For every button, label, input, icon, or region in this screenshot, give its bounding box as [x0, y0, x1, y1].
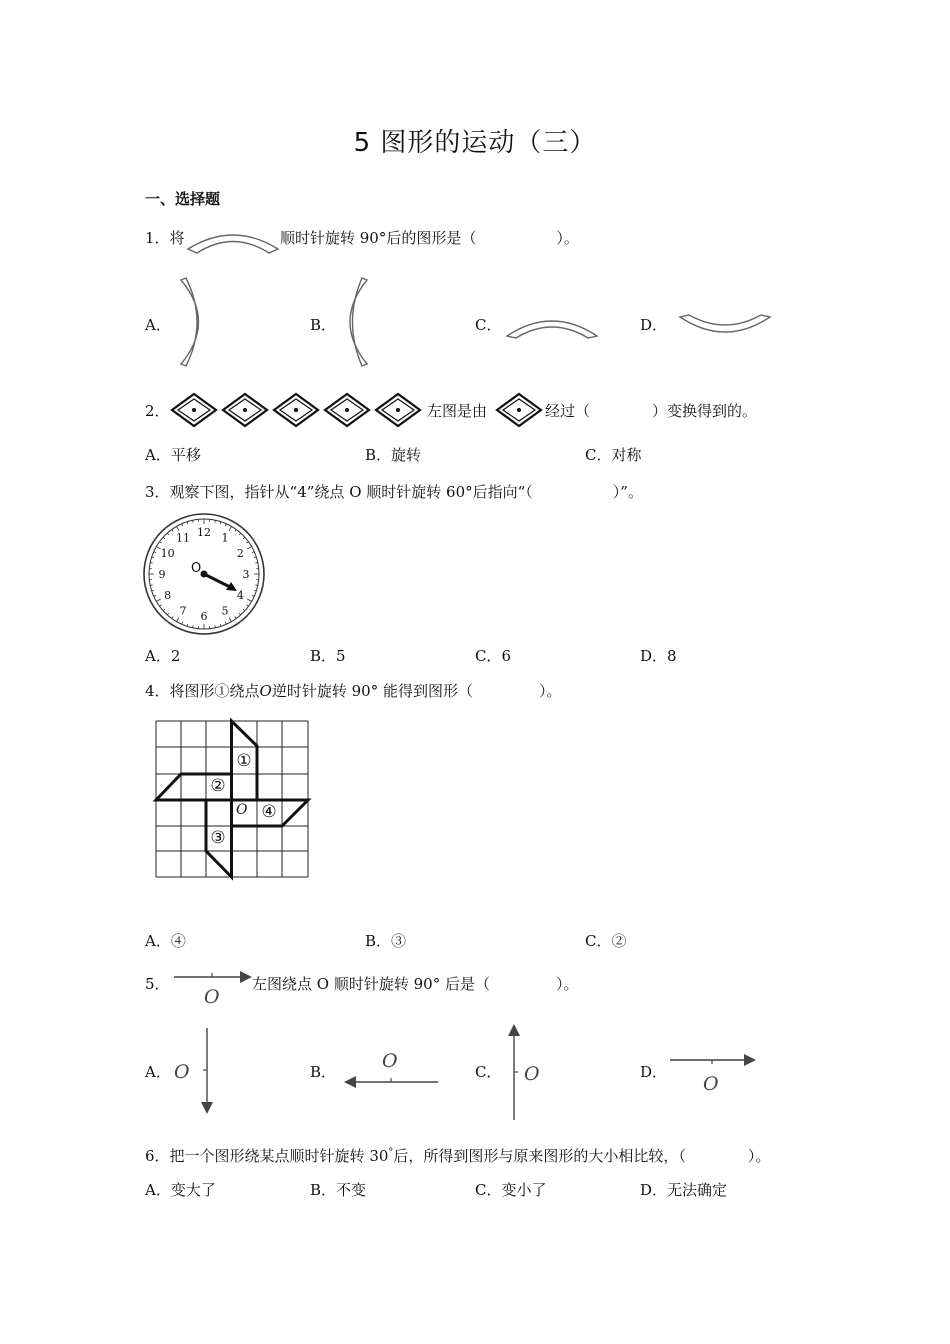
- q1-option-d[interactable]: D．: [640, 316, 668, 334]
- q6-option-d[interactable]: D．无法确定: [640, 1181, 728, 1199]
- q5-option-b[interactable]: B．: [310, 1063, 337, 1081]
- q5-option-c[interactable]: C．: [475, 1063, 502, 1081]
- clock-tick: [193, 625, 194, 627]
- clock-tick: [215, 520, 216, 522]
- clock-number: 1: [221, 531, 229, 545]
- q1-option-b[interactable]: B．: [310, 316, 337, 334]
- q1-option-b-arc: [343, 278, 373, 368]
- q5-arrow-figure: [172, 966, 254, 1006]
- q4-label-4: ④: [261, 802, 277, 822]
- q5-option-c-arrow: [500, 1020, 550, 1124]
- clock-number: 12: [197, 526, 211, 539]
- q6-option-b[interactable]: B．不变: [310, 1181, 367, 1199]
- clock-center-dot: [201, 571, 208, 578]
- question-2-number: 2．: [145, 402, 170, 420]
- q2-option-b[interactable]: B．旋转: [365, 446, 422, 464]
- question-5-number: 5．: [145, 975, 170, 993]
- q3-option-d[interactable]: D．8: [640, 647, 677, 665]
- svg-text:O: O: [174, 1061, 190, 1083]
- clock-tick: [150, 585, 152, 586]
- page-title: 5 图形的运动（三）: [353, 128, 597, 158]
- clock-tick: [193, 520, 194, 522]
- q5-label: O: [204, 986, 220, 1008]
- q4-label-3: ③: [210, 828, 226, 848]
- q4-label-2: ②: [210, 776, 226, 796]
- clock-number: 5: [221, 604, 229, 618]
- question-1-pre: 将: [169, 229, 185, 247]
- clock-figure: [142, 512, 267, 637]
- clock-number: 8: [164, 589, 172, 602]
- q4-grid-figure: [155, 720, 310, 878]
- question-2-mid: 左图是由: [427, 402, 488, 420]
- q2-option-a[interactable]: A．平移: [145, 446, 201, 464]
- clock-tick: [255, 585, 257, 586]
- q4-label-1: ①: [236, 751, 252, 771]
- q3-option-b[interactable]: B．5: [310, 647, 346, 665]
- q1-option-a[interactable]: A．: [145, 316, 171, 334]
- question-1-number: 1．: [145, 229, 170, 247]
- q1-option-c-arc: [505, 312, 600, 342]
- q5-option-a[interactable]: A．: [145, 1063, 171, 1081]
- q4-option-c[interactable]: C．②: [585, 932, 627, 950]
- clock-number: 6: [200, 610, 208, 623]
- clock-number: 10: [160, 547, 175, 560]
- q2-option-c[interactable]: C．对称: [585, 446, 642, 464]
- q5-option-b-arrow: [342, 1045, 442, 1090]
- svg-text:O: O: [703, 1073, 719, 1095]
- q3-option-c[interactable]: C．6: [475, 647, 512, 665]
- question-3: 3．观察下图，指针从“4”绕点 O 顺时针旋转 60°后指向“（ ）”。: [145, 483, 643, 501]
- q4-center-label: O: [236, 802, 248, 818]
- q1-option-a-arc: [178, 278, 208, 368]
- section-heading: 一、选择题: [145, 190, 221, 208]
- clock-center-label: O: [191, 561, 202, 576]
- q4-option-b[interactable]: B．③: [365, 932, 407, 950]
- q1-arc-figure: [186, 227, 281, 255]
- question-1-text: 顺时针旋转 90°后的图形是（ ）。: [280, 229, 579, 247]
- clock-tick: [215, 625, 216, 627]
- question-2-text: 经过（ ）变换得到的。: [545, 402, 758, 420]
- svg-text:O: O: [524, 1063, 540, 1085]
- q2-single-diamond: [495, 392, 545, 428]
- q4-option-a[interactable]: A．④: [145, 932, 186, 950]
- question-5-text: 左图绕点 O 顺时针旋转 90° 后是（ ）。: [252, 975, 579, 993]
- q6-option-c[interactable]: C．变小了: [475, 1181, 547, 1199]
- question-1: [145, 227, 185, 249]
- clock-number: 2: [236, 547, 244, 560]
- q1-option-d-arc: [678, 313, 773, 343]
- q3-option-a[interactable]: A．2: [145, 647, 181, 665]
- clock-tick: [150, 563, 152, 564]
- question-4: 4．将图形①绕点O逆时针旋转 90° 能得到图形（ ）。: [145, 682, 562, 700]
- q5-option-a-arrow: [170, 1026, 220, 1116]
- q4-point-o: O: [259, 682, 272, 700]
- clock-tick: [255, 563, 257, 564]
- q6-option-a[interactable]: A．变大了: [145, 1181, 216, 1199]
- svg-text:O: O: [382, 1050, 398, 1072]
- clock-number: 9: [158, 568, 166, 581]
- q2-diamond-row: [170, 392, 422, 428]
- q5-option-d-arrow: [668, 1050, 760, 1095]
- clock-number: 3: [242, 568, 250, 581]
- clock-number: 4: [236, 589, 244, 602]
- q5-option-d[interactable]: D．: [640, 1063, 668, 1081]
- q1-option-c[interactable]: C．: [475, 316, 502, 334]
- question-6: 6．把一个图形绕某点顺时针旋转 30°后，所得到图形与原来图形的大小相比较，（ ）。: [145, 1147, 771, 1165]
- clock-number: 11: [176, 531, 190, 545]
- clock-number: 7: [179, 604, 187, 618]
